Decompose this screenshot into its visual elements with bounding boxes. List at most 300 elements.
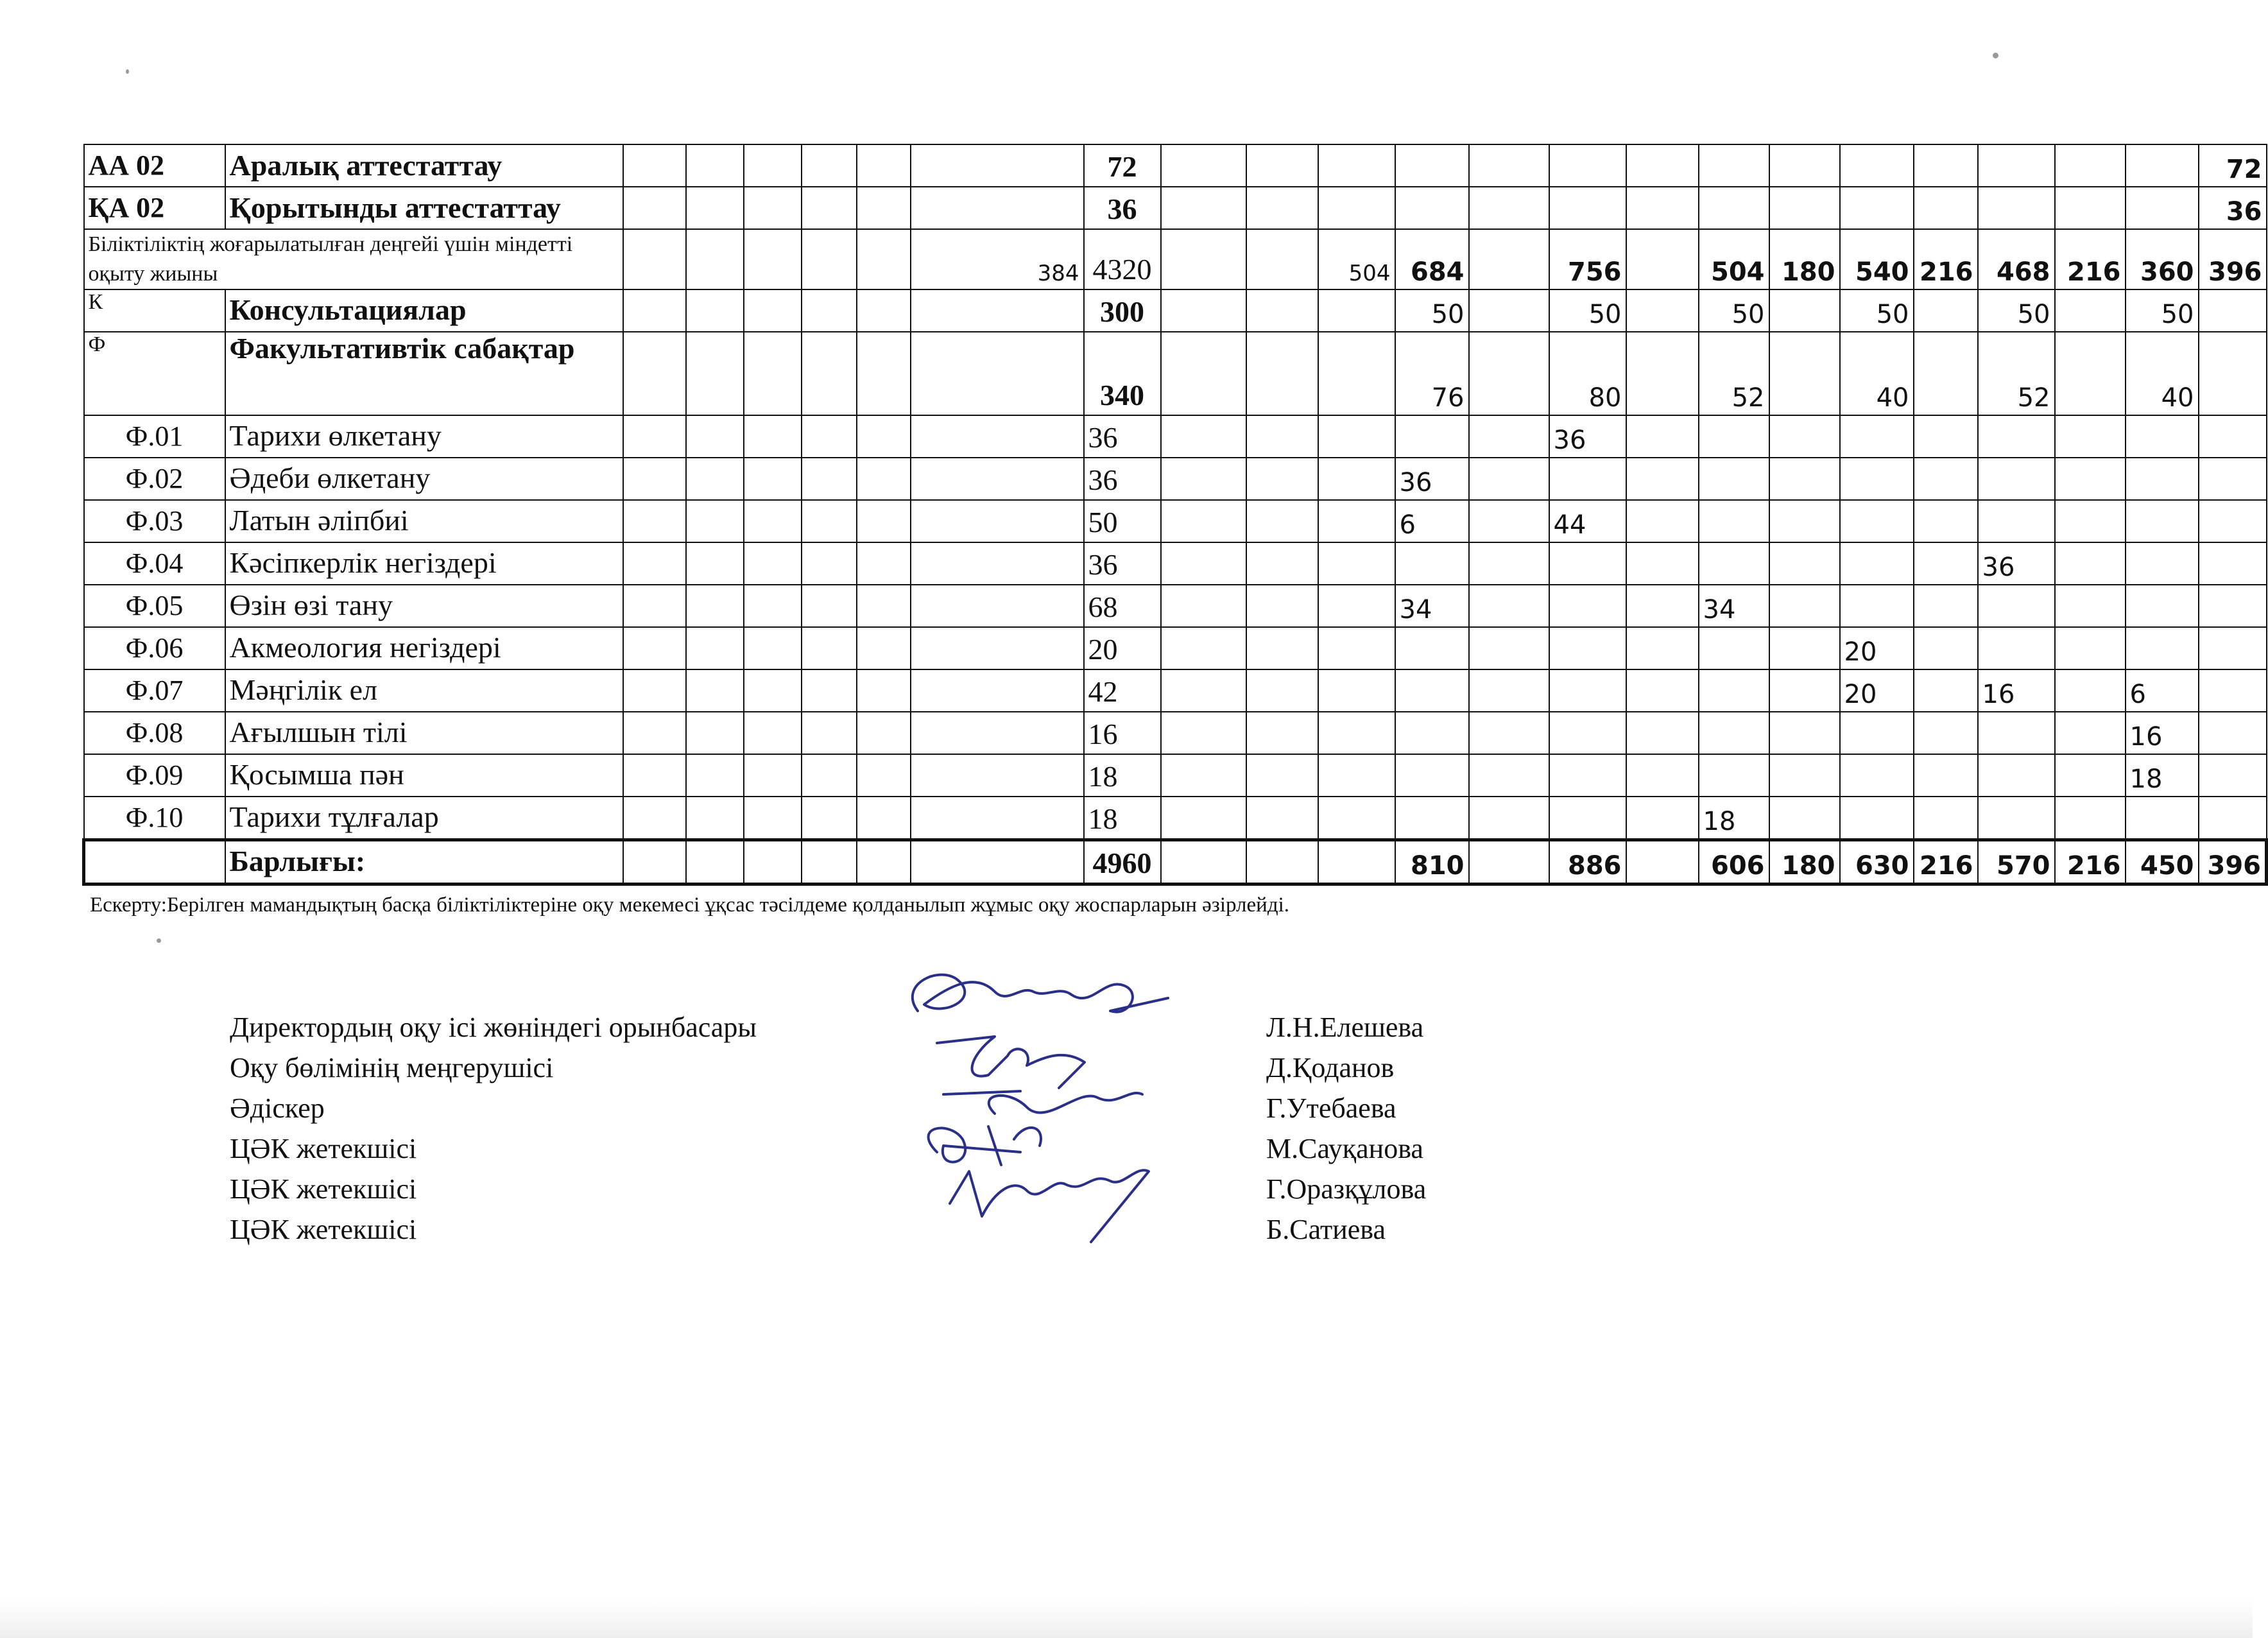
table-cell (857, 840, 911, 884)
table-cell (686, 458, 744, 500)
table-cell (1549, 754, 1626, 797)
table-cell (1318, 797, 1395, 840)
signer-role: Директордың оқу ісі жөніндегі орынбасары (230, 1012, 757, 1043)
table-cell (1626, 627, 1699, 669)
table-cell (1626, 669, 1699, 712)
table-body (84, 144, 2267, 884)
table-cell (1246, 542, 1318, 585)
table-cell (623, 229, 686, 289)
table-cell (623, 458, 686, 500)
table-cell: 50 (1699, 289, 1769, 332)
row-code: Ф (84, 332, 225, 415)
table-cell (1769, 458, 1840, 500)
table-row (84, 229, 2267, 289)
table-cell (1769, 144, 1840, 187)
table-cell (1914, 669, 1978, 712)
table-cell (1840, 500, 1914, 542)
signature-stroke (913, 975, 1168, 1012)
table-cell (1626, 144, 1699, 187)
table-cell (2199, 500, 2267, 542)
signature-stroke (943, 1091, 1142, 1114)
table-cell (1469, 187, 1549, 229)
table-cell: 4320 (1084, 229, 1161, 289)
table-cell (1769, 415, 1840, 458)
table-cell: 50 (2126, 289, 2199, 332)
table-cell (1246, 144, 1318, 187)
table-cell (1769, 289, 1840, 332)
table-row (84, 627, 2267, 669)
table-cell (857, 229, 911, 289)
table-cell (911, 332, 1084, 415)
table-cell: 20 (1840, 627, 1914, 669)
table-cell (1246, 500, 1318, 542)
table-cell: 50 (1084, 500, 1161, 542)
row-code: К (84, 289, 225, 332)
table-cell (1318, 500, 1395, 542)
table-cell (1699, 712, 1769, 754)
table-cell (1318, 669, 1395, 712)
table-cell (802, 187, 857, 229)
table-cell: 216 (2055, 229, 2126, 289)
table-cell (1469, 332, 1549, 415)
table-cell: 16 (2126, 712, 2199, 754)
table-cell: 36 (1549, 415, 1626, 458)
signer-name: Л.Н.Елешева (1266, 1012, 1424, 1043)
table-cell (1318, 840, 1395, 884)
table-cell: 18 (1084, 754, 1161, 797)
table-cell: 756 (1549, 229, 1626, 289)
table-cell (2055, 144, 2126, 187)
row-code: Ф.07 (84, 669, 225, 712)
table-cell (1626, 712, 1699, 754)
table-cell (1318, 627, 1395, 669)
table-cell: 570 (1978, 840, 2055, 884)
table-row (84, 500, 2267, 542)
table-row (84, 415, 2267, 458)
table-cell (1318, 332, 1395, 415)
table-cell: 20 (1084, 627, 1161, 669)
table-cell (744, 332, 802, 415)
curriculum-table (82, 144, 2268, 886)
table-cell (1769, 500, 1840, 542)
row-code: Ф.04 (84, 542, 225, 585)
table-cell (1469, 840, 1549, 884)
table-cell (857, 669, 911, 712)
row-name: Өзін өзі тану (225, 585, 623, 627)
table-cell: 20 (1840, 669, 1914, 712)
table-cell (1626, 332, 1699, 415)
table-cell (2055, 754, 2126, 797)
table-cell: 18 (1084, 797, 1161, 840)
table-cell (1840, 585, 1914, 627)
table-cell: 18 (1699, 797, 1769, 840)
table-cell: 40 (1840, 332, 1914, 415)
table-cell (1914, 585, 1978, 627)
table-cell (2055, 332, 2126, 415)
table-cell (1246, 797, 1318, 840)
table-cell (802, 840, 857, 884)
table-cell (2199, 458, 2267, 500)
table-cell (1978, 754, 2055, 797)
table-cell: 16 (1084, 712, 1161, 754)
table-cell (857, 144, 911, 187)
table-cell (686, 500, 744, 542)
table-cell (744, 712, 802, 754)
table-cell (1914, 458, 1978, 500)
table-cell (2199, 585, 2267, 627)
table-cell: 76 (1395, 332, 1469, 415)
row-name: Аралық аттестаттау (225, 144, 623, 187)
row-name: Тарихи өлкетану (225, 415, 623, 458)
table-cell: 540 (1840, 229, 1914, 289)
table-cell (857, 415, 911, 458)
table-cell (623, 669, 686, 712)
table-cell (1161, 229, 1246, 289)
table-cell (1161, 585, 1246, 627)
table-cell (1699, 754, 1769, 797)
table-cell (1469, 585, 1549, 627)
table-cell: 18 (2126, 754, 2199, 797)
table-cell: 36 (2199, 187, 2267, 229)
table-cell (2055, 542, 2126, 585)
table-cell (1769, 627, 1840, 669)
table-cell (1626, 585, 1699, 627)
table-cell: 52 (1699, 332, 1769, 415)
table-cell (623, 500, 686, 542)
row-code: Ф.08 (84, 712, 225, 754)
table-cell (2126, 415, 2199, 458)
table-cell: 504 (1699, 229, 1769, 289)
table-cell (911, 289, 1084, 332)
table-cell (1469, 458, 1549, 500)
table-cell (1395, 669, 1469, 712)
row-code: Ф.10 (84, 797, 225, 840)
table-cell (1161, 712, 1246, 754)
table-cell (686, 840, 744, 884)
table-cell (1161, 754, 1246, 797)
table-cell (1914, 797, 1978, 840)
table-cell (1161, 415, 1246, 458)
table-cell: 504 (1318, 229, 1395, 289)
table-cell: 36 (1084, 542, 1161, 585)
table-cell (744, 542, 802, 585)
table-row (84, 669, 2267, 712)
row-name: Акмеология негіздері (225, 627, 623, 669)
table-cell (1161, 500, 1246, 542)
table-cell (2199, 289, 2267, 332)
table-cell (2199, 627, 2267, 669)
table-cell (1914, 415, 1978, 458)
table-cell (1318, 585, 1395, 627)
table-cell (1395, 627, 1469, 669)
table-cell (2055, 669, 2126, 712)
table-cell (911, 500, 1084, 542)
table-cell (1469, 289, 1549, 332)
row-name: Латын әліпбиі (225, 500, 623, 542)
table-cell (1469, 229, 1549, 289)
table-cell (911, 458, 1084, 500)
table-cell (1626, 458, 1699, 500)
row-name: Әдеби өлкетану (225, 458, 623, 500)
table-cell (1978, 187, 2055, 229)
table-cell (911, 754, 1084, 797)
table-cell: 180 (1769, 229, 1840, 289)
scan-speck (157, 938, 161, 943)
table-cell (2126, 627, 2199, 669)
table-cell (1549, 458, 1626, 500)
signer-role: Оқу бөлімінің меңгерушісі (230, 1052, 554, 1083)
table-cell (623, 627, 686, 669)
table-cell (1978, 797, 2055, 840)
table-cell (744, 797, 802, 840)
scan-speck (126, 69, 129, 74)
row-name: Консультациялар (225, 289, 623, 332)
table-cell (1469, 627, 1549, 669)
table-cell (802, 797, 857, 840)
table-row (84, 458, 2267, 500)
table-cell (1318, 754, 1395, 797)
table-cell (802, 332, 857, 415)
table-cell: 36 (1084, 415, 1161, 458)
row-name: Факультативтік сабақтар (225, 332, 623, 415)
table-cell (744, 289, 802, 332)
table-cell (1395, 542, 1469, 585)
table-cell (1914, 289, 1978, 332)
table-cell: 450 (2126, 840, 2199, 884)
row-code: АА 02 (84, 144, 225, 187)
table-cell (1161, 458, 1246, 500)
table-cell (1318, 542, 1395, 585)
table-cell (802, 289, 857, 332)
table-cell (1161, 840, 1246, 884)
table-cell: 42 (1084, 669, 1161, 712)
table-cell (623, 754, 686, 797)
table-cell (1161, 627, 1246, 669)
table-cell (1318, 458, 1395, 500)
table-cell (1914, 187, 1978, 229)
table-cell (623, 542, 686, 585)
table-cell (1840, 797, 1914, 840)
table-cell (2199, 415, 2267, 458)
table-cell (857, 332, 911, 415)
table-row (84, 840, 2267, 884)
table-cell: 72 (2199, 144, 2267, 187)
table-cell (1769, 712, 1840, 754)
table-cell (1769, 585, 1840, 627)
row-code: ҚА 02 (84, 187, 225, 229)
table-cell (1161, 669, 1246, 712)
table-cell (1978, 627, 2055, 669)
table-cell (744, 415, 802, 458)
table-cell (2199, 754, 2267, 797)
table-cell (1469, 542, 1549, 585)
table-cell (1840, 754, 1914, 797)
table-cell (911, 144, 1084, 187)
table-cell (911, 585, 1084, 627)
table-cell (1978, 415, 2055, 458)
signature-stroke (950, 1170, 1149, 1242)
table-cell (857, 754, 911, 797)
table-cell (1840, 712, 1914, 754)
table-cell (623, 712, 686, 754)
table-row (84, 754, 2267, 797)
table-cell: 36 (1084, 458, 1161, 500)
table-cell (1469, 797, 1549, 840)
table-cell (686, 229, 744, 289)
table-cell: 16 (1978, 669, 2055, 712)
table-cell (1626, 500, 1699, 542)
table-cell (911, 712, 1084, 754)
table-cell (2199, 542, 2267, 585)
table-cell (1769, 669, 1840, 712)
table-cell (744, 458, 802, 500)
table-row (84, 289, 2267, 332)
table-cell: 36 (1978, 542, 2055, 585)
scan-speck (1993, 53, 1998, 58)
table-cell (1549, 669, 1626, 712)
table-cell: 50 (1978, 289, 2055, 332)
table-cell (623, 289, 686, 332)
table-cell: 468 (1978, 229, 2055, 289)
table-cell (686, 585, 744, 627)
table-cell (802, 415, 857, 458)
table-cell (857, 797, 911, 840)
table-cell (2126, 458, 2199, 500)
table-cell (1469, 754, 1549, 797)
table-cell: 80 (1549, 332, 1626, 415)
table-cell (1549, 187, 1626, 229)
table-cell: 6 (2126, 669, 2199, 712)
table-cell (1840, 542, 1914, 585)
row-name: Қорытынды аттестаттау (225, 187, 623, 229)
table-cell (857, 187, 911, 229)
signer-name: Д.Қоданов (1266, 1052, 1395, 1083)
table-cell (1318, 289, 1395, 332)
table-cell (1318, 144, 1395, 187)
table-cell (802, 754, 857, 797)
table-cell (2055, 797, 2126, 840)
table-cell: 50 (1840, 289, 1914, 332)
table-cell (1246, 712, 1318, 754)
table-cell (2055, 627, 2126, 669)
table-cell (1246, 754, 1318, 797)
table-cell: 68 (1084, 585, 1161, 627)
signer-role: ЦӘК жетекшісі (230, 1214, 417, 1245)
table-cell (1769, 542, 1840, 585)
table-cell (857, 289, 911, 332)
table-cell (1395, 187, 1469, 229)
table-cell (623, 144, 686, 187)
table-cell (911, 797, 1084, 840)
table-cell (1914, 754, 1978, 797)
table-cell (744, 627, 802, 669)
table-cell (686, 415, 744, 458)
table-cell (1914, 712, 1978, 754)
table-cell (623, 840, 686, 884)
table-cell (686, 144, 744, 187)
table-cell (686, 669, 744, 712)
table-cell (623, 797, 686, 840)
table-row (84, 585, 2267, 627)
table-cell (1699, 669, 1769, 712)
table-cell (857, 458, 911, 500)
table-cell (1318, 187, 1395, 229)
table-cell (1161, 289, 1246, 332)
table-cell: 36 (1395, 458, 1469, 500)
table-cell: 384 (911, 229, 1084, 289)
row-code: Ф.01 (84, 415, 225, 458)
table-cell (2126, 144, 2199, 187)
table-cell (1840, 415, 1914, 458)
table-cell (802, 229, 857, 289)
signer-name: Б.Сатиева (1266, 1214, 1386, 1245)
table-cell (1161, 187, 1246, 229)
table-cell (802, 585, 857, 627)
table-cell (1395, 144, 1469, 187)
table-cell (1161, 332, 1246, 415)
table-cell (1626, 187, 1699, 229)
table-cell (911, 669, 1084, 712)
table-cell (1161, 542, 1246, 585)
table-cell (857, 712, 911, 754)
row-name: Тарихи тұлғалар (225, 797, 623, 840)
table-cell (1395, 712, 1469, 754)
table-cell (1161, 797, 1246, 840)
table-row (84, 144, 2267, 187)
table-cell: 34 (1395, 585, 1469, 627)
table-cell: 72 (1084, 144, 1161, 187)
table-cell (1978, 458, 2055, 500)
table-cell: 684 (1395, 229, 1469, 289)
row-name: Қосымша пән (225, 754, 623, 797)
table-cell (911, 627, 1084, 669)
table-cell: 50 (1395, 289, 1469, 332)
table-cell (802, 669, 857, 712)
table-cell (1978, 500, 2055, 542)
table-cell (1978, 144, 2055, 187)
table-cell (1549, 542, 1626, 585)
table-cell (1469, 712, 1549, 754)
table-cell (1246, 415, 1318, 458)
table-cell (1246, 585, 1318, 627)
table-cell (1395, 415, 1469, 458)
signer-name: М.Сауқанова (1266, 1133, 1423, 1164)
signature-scribbles (898, 960, 1181, 1248)
table-cell (686, 542, 744, 585)
table-row (84, 712, 2267, 754)
table-cell (911, 187, 1084, 229)
row-code: Ф.05 (84, 585, 225, 627)
table-cell (1840, 187, 1914, 229)
table-cell (1914, 144, 1978, 187)
table-cell (1914, 542, 1978, 585)
table-cell (802, 458, 857, 500)
table-cell (2126, 500, 2199, 542)
table-cell (744, 585, 802, 627)
table-cell (1161, 144, 1246, 187)
table-cell: 40 (2126, 332, 2199, 415)
table-cell (1699, 187, 1769, 229)
table-cell (1769, 332, 1840, 415)
table-cell (1246, 187, 1318, 229)
table-cell (623, 332, 686, 415)
row-code (84, 840, 225, 884)
table-cell (1699, 144, 1769, 187)
table-cell (2055, 585, 2126, 627)
table-cell (1840, 458, 1914, 500)
table-cell (744, 187, 802, 229)
table-cell (1246, 627, 1318, 669)
